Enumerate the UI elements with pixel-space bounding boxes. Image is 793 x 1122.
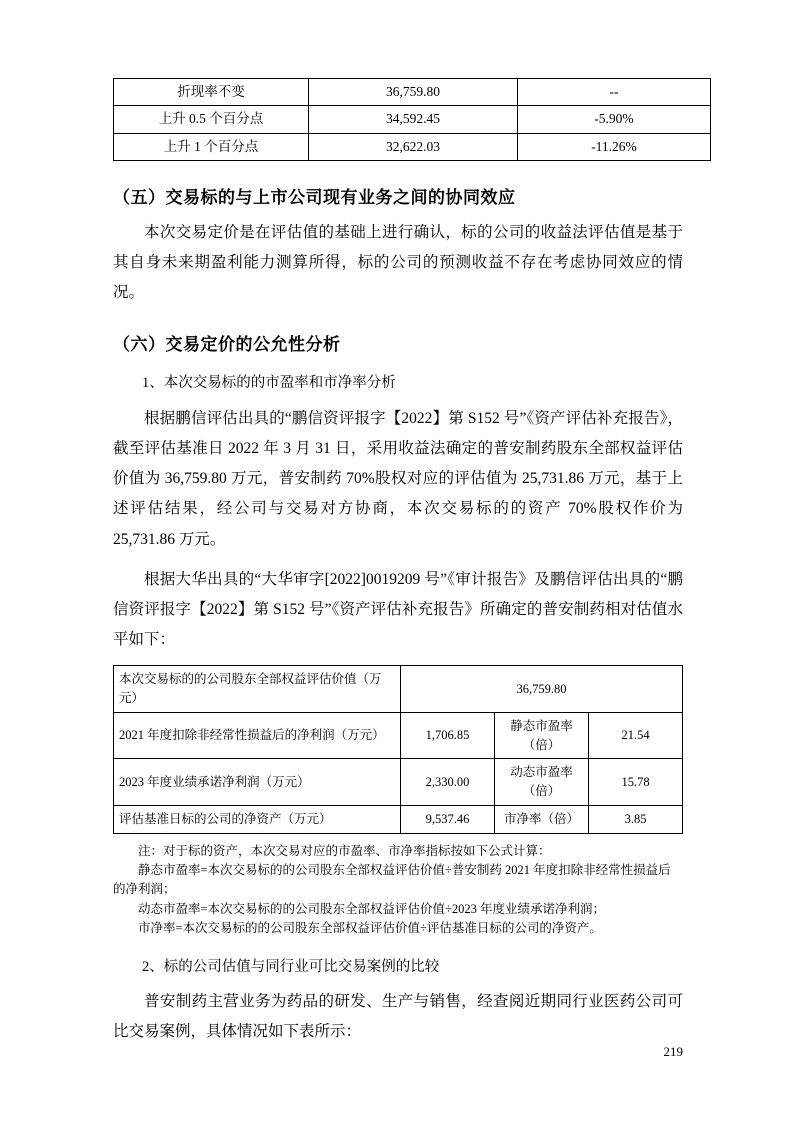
section-six-paragraph-1: 根据鹏信评估出具的“鹏信资评报字【2022】第 S152 号”《资产评估补充报告》，截至评估基准日 2022 年 3 月 31 日，采用收益法确定的普安制药股东全部权益评估价值为 36,759.80 万元，普安制药 70%股权对应的评估值为 25,731.86 万元，基于上述评估结果，经公司与交易对方协商，本次交易标的的资产 70%股权作价为 25,731.86 万元。 xyxy=(113,409,683,548)
table-cell: 折现率不变 xyxy=(114,79,309,106)
subsection-heading-1: 1、本次交易标的的市盈率和市净率分析 xyxy=(142,375,396,392)
table-notes xyxy=(113,842,683,939)
sensitivity-table xyxy=(113,78,711,161)
table-row xyxy=(114,805,683,833)
section-six-paragraph-2: 根据大华出具的“大华审字[2022]0019209 号”《审计报告》及鹏信评估出具的“鹏信资评报字【2022】第 S152 号”《资产评估补充报告》所确定的普安制药相对估值水平如下： xyxy=(113,570,683,649)
table-cell: -11.26% xyxy=(518,133,711,160)
table-cell-value: 9,537.46 xyxy=(401,805,495,833)
section-five-paragraph: 本次交易定价是在评估值的基础上进行确认，标的公司的收益法评估值是基于其自身未来期盈利能力测算所得，标的公司的预测收益不存在考虑协同效应的情况。 xyxy=(113,223,683,302)
note-line-4: 市净率=本次交易标的的公司股东全部权益评估价值÷评估基准日标的公司的净资产。 xyxy=(138,921,602,936)
table-cell: 34,592.45 xyxy=(309,106,518,133)
table-row xyxy=(114,106,711,133)
section-heading-six: （六）交易定价的公允性分析 xyxy=(113,335,341,355)
note-line-3: 动态市盈率=本次交易标的的公司股东全部权益评估价值÷2023 年度业绩承诺净利润； xyxy=(138,901,606,916)
table-cell-metric-value: 15.78 xyxy=(589,759,683,806)
table-cell: -5.90% xyxy=(518,106,711,133)
page-content xyxy=(113,78,683,1049)
note-line-2: 静态市盈率=本次交易标的的公司股东全部权益评估价值÷普安制药 2021 年度扣除非经常性损益后的净利润； xyxy=(113,863,671,897)
note-line-1: 注：对于标的资产，本次交易对应的市盈率、市净率指标按如下公式计算： xyxy=(138,843,551,858)
table-cell: 36,759.80 xyxy=(309,79,518,106)
table-cell-metric-value: 3.85 xyxy=(589,805,683,833)
table-row xyxy=(114,759,683,806)
table-cell-label: 本次交易标的的公司股东全部权益评估价值（万元） xyxy=(114,666,401,713)
table-row xyxy=(114,133,711,160)
table-cell-value: 2,330.00 xyxy=(401,759,495,806)
page-number: 219 xyxy=(663,1044,683,1059)
table-cell-metric: 市净率（倍） xyxy=(495,805,589,833)
table-cell-label: 评估基准日标的公司的净资产（万元） xyxy=(114,805,401,833)
table-cell-value: 36,759.80 xyxy=(401,666,683,713)
table-cell: 32,622.03 xyxy=(309,133,518,160)
table-cell-label: 2021 年度扣除非经常性损益后的净利润（万元） xyxy=(114,712,401,759)
table-cell-metric: 动态市盈率（倍） xyxy=(495,759,589,806)
table-row xyxy=(114,666,683,713)
table-row xyxy=(114,712,683,759)
table-cell-metric-value: 21.54 xyxy=(589,712,683,759)
section-six-paragraph-3: 普安制药主营业务为药品的研发、生产与销售，经查阅近期同行业医药公司可比交易案例，具体情况如下表所示： xyxy=(113,992,683,1041)
subsection-heading-2: 2、标的公司估值与同行业可比交易案例的比较 xyxy=(142,958,440,975)
table-cell: 上升 1 个百分点 xyxy=(114,133,309,160)
table-row xyxy=(114,79,711,106)
table-cell: 上升 0.5 个百分点 xyxy=(114,106,309,133)
table-cell-metric: 静态市盈率（倍） xyxy=(495,712,589,759)
valuation-ratio-table xyxy=(113,665,683,833)
table-cell: -- xyxy=(518,79,711,106)
table-cell-value: 1,706.85 xyxy=(401,712,495,759)
section-heading-five: （五）交易标的与上市公司现有业务之间的协同效应 xyxy=(113,187,516,207)
table-cell-label: 2023 年度业绩承诺净利润（万元） xyxy=(114,759,401,806)
